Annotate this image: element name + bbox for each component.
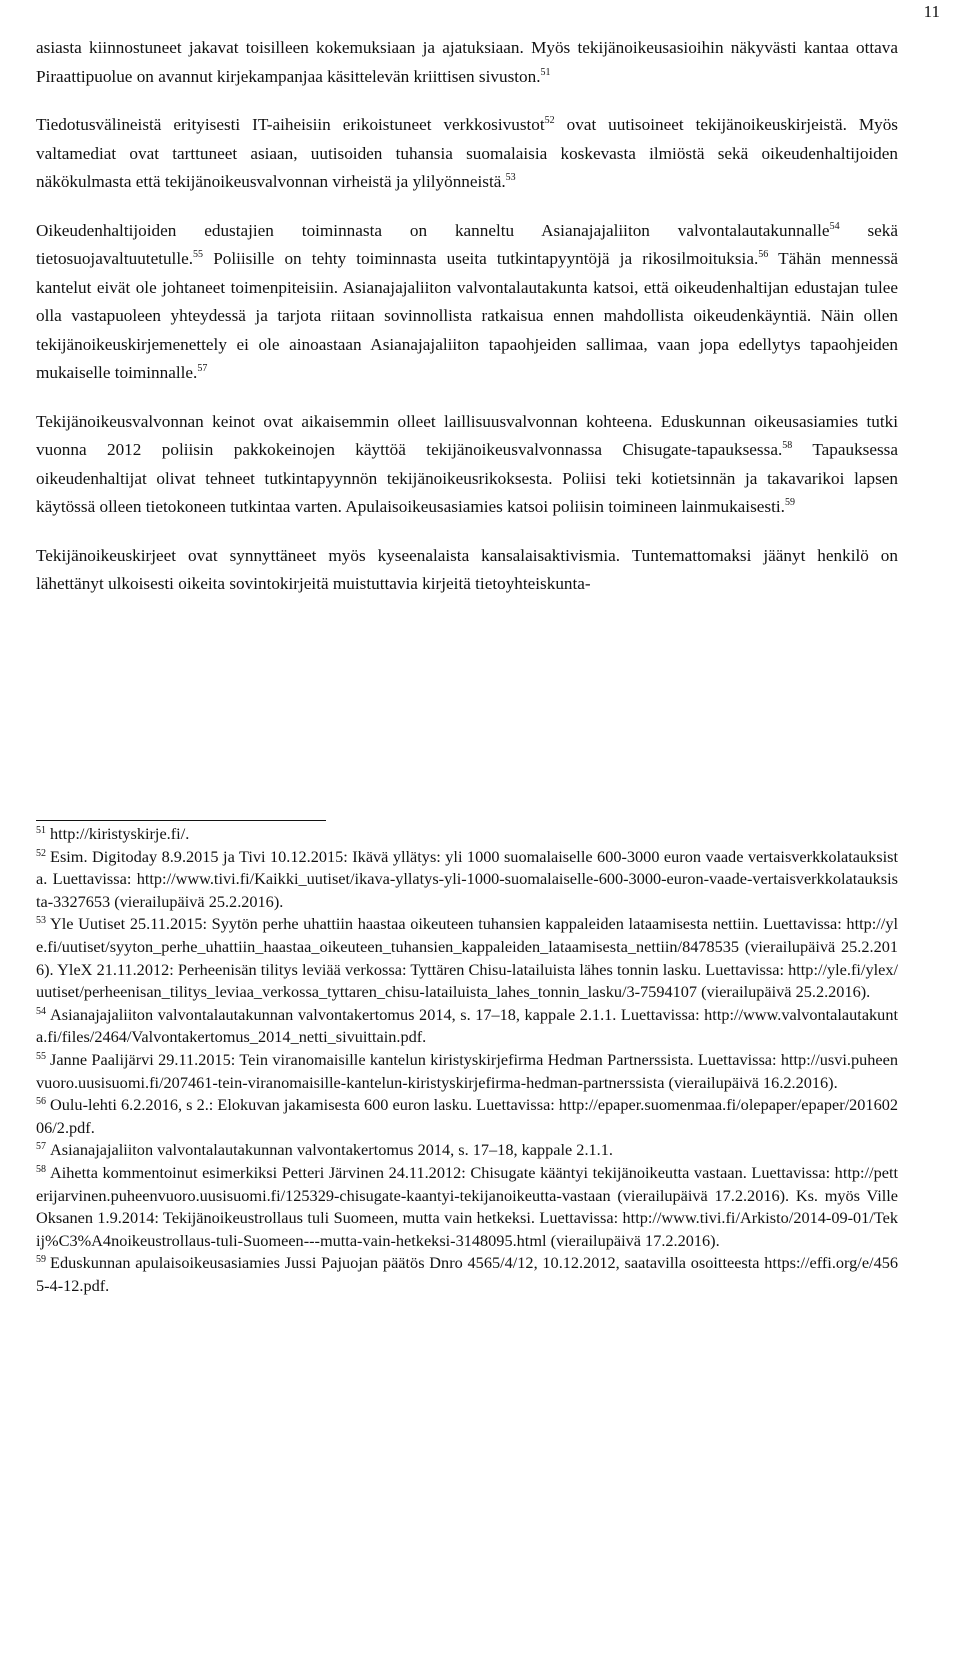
footnote-text: Oulu-lehti 6.2.2016, s 2.: Elokuvan jakamisesta 600 euron lasku. Luettavissa: http://epaper.suomenmaa.fi/olepaper/epaper/20160206/2.pdf. [36, 1095, 898, 1137]
paragraph-text: Oikeudenhaltijoiden edustajien toiminnasta on kanneltu Asianajajaliiton valvontalautakunnalle [36, 220, 830, 240]
page-number: 11 [923, 2, 940, 21]
footnote [36, 1049, 898, 1094]
footnote-text: Asianajajaliiton valvontalautakunnan valvontakertomus 2014, s. 17–18, kappale 2.1.1. Luettavissa: http://www.valvontalautakunta.fi/files/2464/Valvontakertomus_2014_netti_sivuittain.pdf. [36, 1004, 898, 1047]
footnote [36, 846, 898, 914]
paragraph [36, 217, 898, 388]
footnote-reference[interactable]: 53 [505, 172, 516, 183]
footnote-text: Yle Uutiset 25.11.2015: Syytön perhe uhattiin haastaa oikeuteen tuhansien kappaleiden lataamisesta nettiin. Luettavissa: http://yle.fi/uutiset/syyton_perhe_uhattiin_haastaa_oikeuteen_tuhansien_kappaleiden_lataamisesta_nettiin/8478535 (vierailupäivä 25.2.2016). YleX 21.11.2012: Perheenisän tilitys leviää verkossa: Tyttären Chisu-latailuista lähes tonnin lasku. Luettavissa: http://yle.fi/ylex/uutiset/perheenisan_tilitys_leviaa_verkossa_tyttaren_chisu-latailuista_lahes_tonnin_lasku/3-7594107 (vierailupäivä 25.2.2016). [36, 914, 898, 1002]
footnote-number: 54 [36, 1005, 46, 1017]
footnote-number: 51 [36, 825, 46, 836]
paragraph [36, 34, 898, 91]
paragraph-text: Tekijänoikeuskirjeet ovat synnyttäneet myös kyseenalaista kansalaisaktivismia. Tuntemattomaksi jäänyt henkilö on lähettänyt ulkoisesti oikeita sovintokirjeitä muistuttavia kirjeitä tietoyhteiskunta- [36, 545, 898, 593]
paragraph-text: Poliisille on tehty toiminnasta useita tutkintapyyntöjä ja rikosilmoituksia. [203, 249, 759, 268]
footnote-text: http://kiristyskirje.fi/. [50, 824, 190, 843]
footnote-reference[interactable]: 56 [758, 249, 769, 260]
paragraph [36, 408, 898, 522]
footnote [36, 1162, 898, 1252]
footnote-reference[interactable]: 59 [784, 497, 795, 508]
paragraph-text: sekä tietosuojavaltuutetulle. [36, 220, 898, 268]
body-text [36, 34, 898, 619]
footnote [36, 823, 898, 846]
footnote-number: 57 [36, 1141, 46, 1153]
footnote-number: 52 [36, 847, 46, 859]
footnote [36, 1094, 898, 1139]
footnote-reference[interactable]: 51 [540, 66, 551, 78]
footnote [36, 1139, 898, 1162]
paragraph-text: Tiedotusvälineistä erityisesti IT-aiheisiin erikoistuneet verkkosivustot [36, 115, 545, 134]
footnote [36, 913, 898, 1003]
footnote-reference[interactable]: 54 [829, 220, 840, 232]
footnote-reference[interactable]: 58 [782, 440, 793, 451]
paragraph [36, 111, 898, 197]
paragraph-text: Tähän mennessä kantelut eivät ole johtaneet toimenpiteisiin. Asianajajaliiton valvontalautakunta katsoi, että oikeudenhaltijan edustajan tulee olla vastapuoleen yhteydessä ja tarjota riitaan sovinnollista ratkaisua ennen mahdollista oikeudenkäyntiä. Näin ollen tekijänoikeuskirjemenettely ei ole ainoastaan Asianajajaliiton tapaohjeiden sallimaa, vaan jopa edellytys tapaohjeiden mukaiselle toiminnalle. [36, 249, 899, 382]
footnote-number: 59 [36, 1254, 46, 1266]
paragraph [36, 542, 898, 599]
footnote [36, 1004, 898, 1049]
footnote [36, 1252, 898, 1297]
footnote-reference[interactable]: 52 [544, 115, 555, 126]
footnote-separator [36, 820, 326, 821]
footnote-number: 53 [36, 915, 46, 927]
paragraph-text: ovat uutisoineet tekijänoikeuskirjeistä. Myös valtamediat ovat tarttuneet asiaan, uutisoiden tuhansia suomalaisia koskevasta ilmiöstä sekä oikeudenhaltijoiden näkökulmasta että tekijänoikeusvalvonnan virheistä ja ylilyönneistä. [36, 115, 898, 191]
footnotes [36, 823, 898, 1297]
footnote-reference[interactable]: 57 [197, 363, 208, 374]
paragraph-text: Tekijänoikeusvalvonnan keinot ovat aikaisemmin olleet laillisuusvalvonnan kohteena. Eduskunnan oikeusasiamies tutki vuonna 2012 poliisin pakkokeinojen käyttöä tekijänoikeusvalvonnassa Chisugate-tapauksessa. [36, 411, 898, 459]
footnote-text: Aihetta kommentoinut esimerkiksi Petteri Järvinen 24.11.2012: Chisugate kääntyi tekijänoikeutta vastaan. Luettavissa: http://petterijarvinen.puheenvuoro.uusisuomi.fi/125329-chisugate-kaantyi-tekijanoikeutta-vastaan (vierailupäivä 17.2.2016). Ks. myös Ville Oksanen 1.9.2014: Tekijänoikeustrollaus tuli Suomeen, mutta vain hetkeksi. Luettavissa: http://www.tivi.fi/Arkisto/2014-09-01/Tekij%C3%A4noikeustrollaus-tuli-Suomeen---mutta-vain-hetkeksi-3148095.html (vierailupäivä 17.2.2016). [36, 1162, 898, 1250]
paragraph-text: Tapauksessa oikeudenhaltijat olivat tehneet tutkintapyynnön tekijänoikeusrikoksesta. Poliisi teki kotietsinnän ja takavarikoi lapsen käytössä olleen tietokoneen tutkintaa varten. Apulaisoikeusasiamies katsoi poliisin toimineen lainmukaisesti. [36, 440, 898, 516]
footnote-text: Janne Paalijärvi 29.11.2015: Tein viranomaisille kantelun kiristyskirjefirma Hedman Partnerssista. Luettavissa: http://usvi.puheenvuoro.uusisuomi.fi/207461-tein-viranomaisille-kantelun-kiristyskirjefirma-hedman-partnerssista (vierailupäivä 16.2.2016). [36, 1049, 898, 1092]
footnote-number: 56 [36, 1096, 46, 1108]
footnote-number: 55 [36, 1050, 46, 1062]
footnote-reference[interactable]: 55 [193, 249, 204, 260]
paragraph-text: asiasta kiinnostuneet jakavat toisilleen kokemuksiaan ja ajatuksiaan. Myös tekijänoikeusasioihin näkyvästi kantaa ottava Piraattipuolue on avannut kirjekampanjaa käsittelevän kriittisen sivuston. [36, 38, 898, 86]
footnote-number: 58 [36, 1163, 46, 1175]
footnote-text: Eduskunnan apulaisoikeusasiamies Jussi Pajuojan päätös Dnro 4565/4/12, 10.12.2012, saatavilla osoitteesta https://effi.org/e/4565-4-12.pdf. [36, 1253, 898, 1295]
footnote-text: Esim. Digitoday 8.9.2015 ja Tivi 10.12.2015: Ikävä yllätys: yli 1000 suomalaiselle 600-3000 euron vaade vertaisverkkolatauksista. Luettavissa: http://www.tivi.fi/Kaikki_uutiset/ikava-yllatys-yli-1000-suomalaiselle-600-3000-euron-vaade-vertaisverkkolatauksista-3327653 (vierailupäivä 25.2.2016). [36, 846, 898, 911]
footnote-text: Asianajajaliiton valvontalautakunnan valvontakertomus 2014, s. 17–18, kappale 2.1.1. [50, 1140, 613, 1160]
